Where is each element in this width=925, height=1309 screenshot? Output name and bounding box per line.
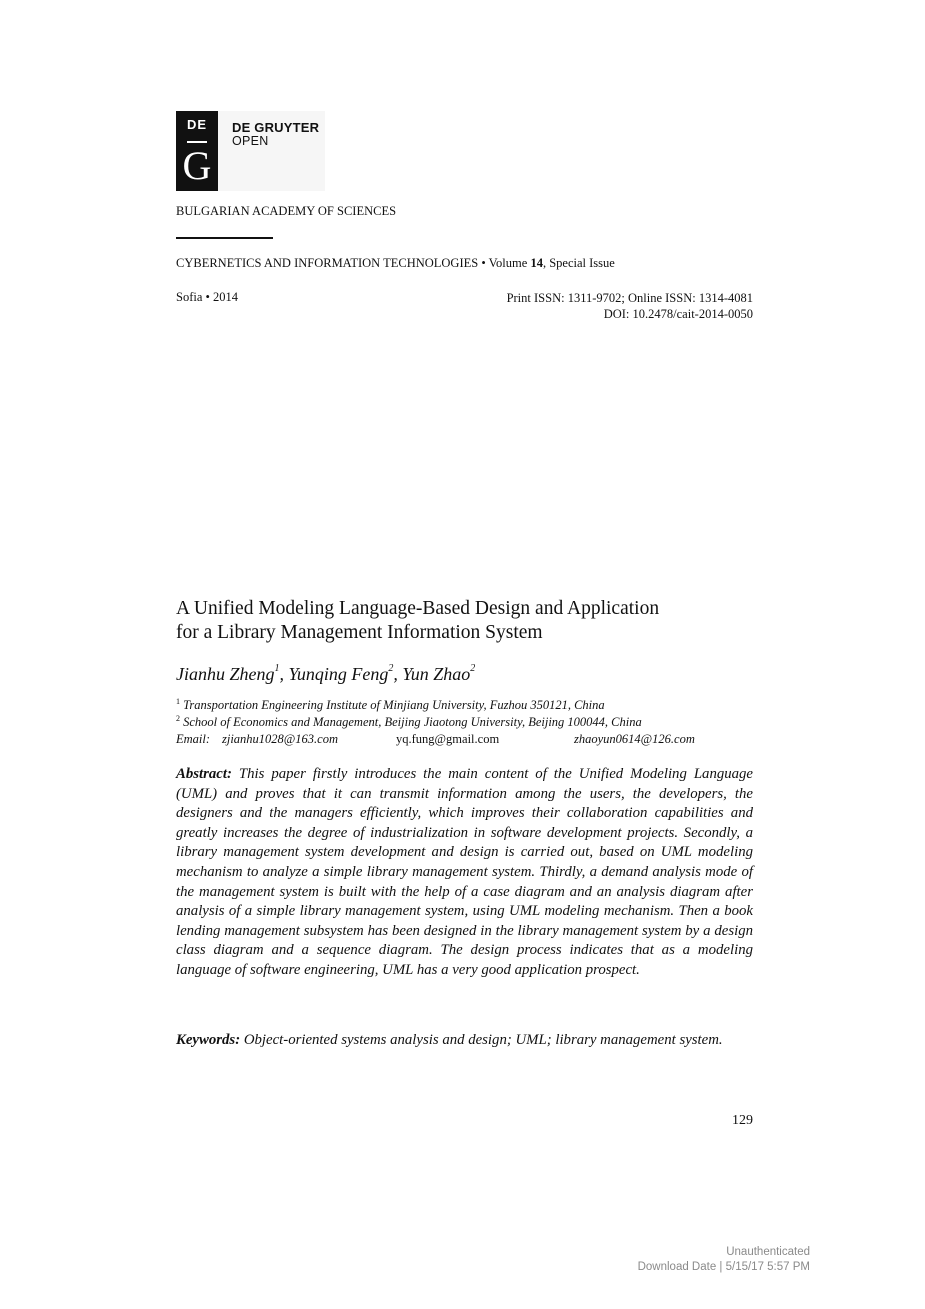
- journal-name: CYBERNETICS AND INFORMATION TECHNOLOGIES: [176, 256, 479, 270]
- doi: DOI: 10.2478/cait-2014-0050: [603, 307, 753, 321]
- keywords-label: Keywords:: [176, 1032, 241, 1048]
- abstract: [176, 765, 753, 981]
- author-affil-num: 2: [470, 663, 476, 674]
- publisher-name: DE GRUYTER: [232, 120, 320, 135]
- bullet-separator: •: [481, 256, 486, 270]
- email-link[interactable]: zhaoyun0614@126.com: [574, 732, 695, 746]
- download-footer: [638, 1245, 810, 1275]
- academy-name: BULGARIAN ACADEMY OF SCIENCES: [176, 204, 397, 218]
- abstract-label: Abstract:: [176, 766, 232, 782]
- page-number: 129: [732, 1113, 753, 1128]
- keywords: [176, 1031, 753, 1051]
- article-title: [176, 597, 659, 645]
- issn: Print ISSN: 1311-9702; Online ISSN: 1314-4081: [506, 291, 753, 305]
- title-line-1: A Unified Modeling Language-Based Design and Application: [176, 598, 660, 619]
- place: Sofia: [176, 290, 203, 304]
- keywords-text: Object-oriented systems analysis and design; UML; library management system.: [243, 1032, 723, 1048]
- download-date: Download Date | 5/15/17 5:57 PM: [637, 1261, 810, 1273]
- logo-mark-letter: G: [182, 143, 212, 188]
- email-link[interactable]: yq.fung@gmail.com: [396, 732, 500, 746]
- place-year: [176, 290, 238, 305]
- affiliation-2: [176, 714, 642, 730]
- logo-mark-top: DE: [186, 117, 208, 132]
- author-affil-num: 1: [274, 663, 280, 674]
- email-link[interactable]: zjianhu1028@163.com: [222, 732, 339, 746]
- header-rule: [176, 237, 273, 239]
- affil-num: 1: [176, 696, 180, 706]
- affiliation-1: [176, 697, 605, 713]
- journal-line: [176, 256, 615, 271]
- volume-label: Volume: [488, 256, 528, 270]
- publisher-sub: OPEN: [232, 134, 269, 148]
- year: 2014: [213, 290, 239, 304]
- bullet-separator: •: [205, 290, 210, 304]
- author-list: Jianhu Zheng$^1$, Yunqing Feng$^2$, Yun Zhao$^2$: [176, 663, 476, 684]
- affil-text: Transportation Engineering Institute of Minjiang University, Fuzhou 350121, China: [183, 698, 605, 712]
- abstract-text: This paper firstly introduces the main content of the Unified Modeling Language (UML) and proves that it can transmit information among the users, the developers, the designers and the managers efficiently, which improves their collaboration capabilities and greatly increases the degree of industrialization in software development projects. Secondly, a library management system development and design is carried out, based on UML modeling mechanism to analyze a simple library management system. Thirdly, a demand analysis mode of the management system is built with the help of a case diagram and an analysis diagram after analysis of a simple library management system, using UML modeling mechanism. Then a book lending management subsystem has been designed in the library management system by a design class diagram and a sequence diagram. The design process indicates that as a modeling language of software engineering, UML has a very good application prospect.: [176, 766, 754, 978]
- access-status: Unauthenticated: [726, 1246, 810, 1258]
- publisher-logo-mark: [176, 111, 218, 191]
- affil-text: School of Economics and Management, Beijing Jiaotong University, Beijing 100044, China: [183, 715, 642, 729]
- author-name: Yunqing Feng: [288, 664, 389, 684]
- volume-number: 14: [530, 256, 543, 270]
- author-affil-num: 2: [388, 663, 394, 674]
- affil-num: 2: [176, 713, 180, 723]
- issn-doi-block: [507, 290, 753, 322]
- email-label: Email:: [176, 732, 211, 746]
- author-name: Jianhu Zheng: [176, 664, 275, 684]
- title-line-2: for a Library Management Information System: [176, 622, 543, 643]
- author-name: Yun Zhao: [402, 664, 471, 684]
- issue-label: , Special Issue: [542, 256, 615, 270]
